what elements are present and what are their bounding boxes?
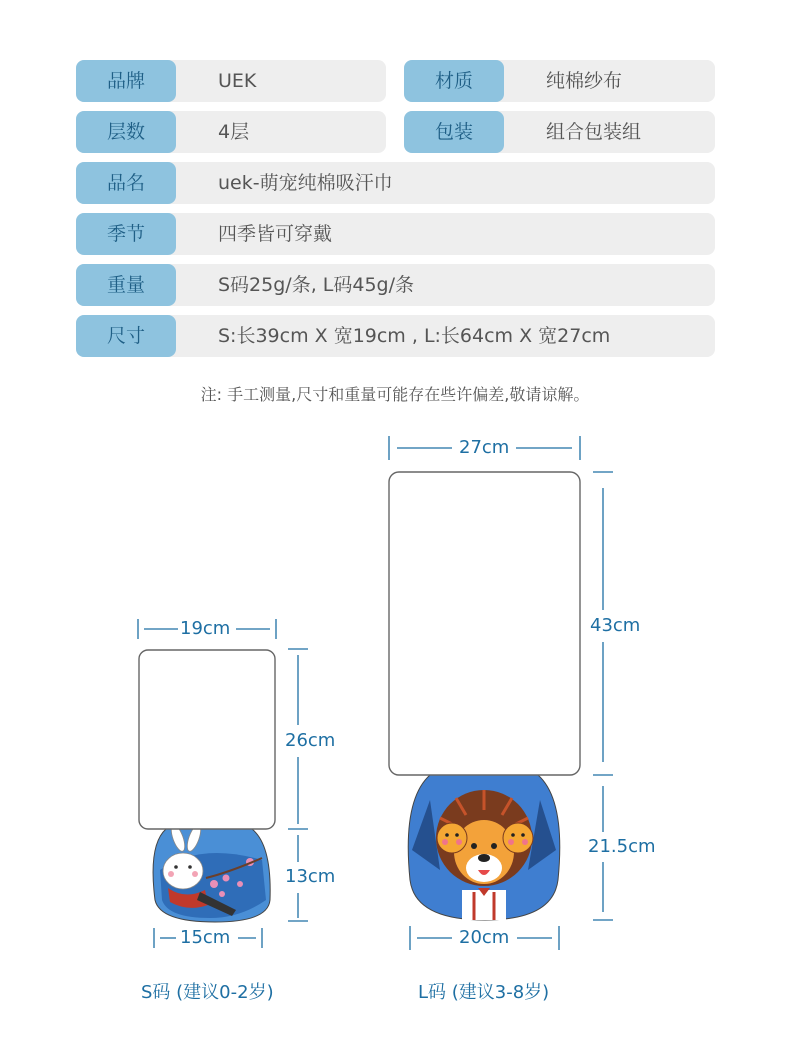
season-value: 四季皆可穿戴 [218,223,333,245]
layers-value: 4层 [218,121,250,143]
small-caption: S码 (建议0-2岁) [141,982,274,1003]
package-value: 组合包装组 [546,121,642,143]
small-top-width: 19cm [180,618,231,639]
weight-value: S码25g/条, L码45g/条 [218,274,415,296]
measurement-note: 注: 手工测量,尺寸和重量可能存在些许偏差,敬请谅解。 [200,385,590,404]
large-towel [389,472,580,920]
package-label: 包装 [404,111,504,153]
name-value: uek-萌宠纯棉吸汗巾 [218,172,393,194]
brand-value: UEK [218,70,257,92]
small-towel [139,650,275,922]
name-label: 品名 [76,162,176,204]
large-upper-height: 43cm [590,615,641,636]
material-value: 纯棉纱布 [546,70,623,92]
cub-left-icon [437,823,467,853]
season-label: 季节 [76,213,176,255]
size-label: 尺寸 [76,315,176,357]
large-lower-height: 21.5cm [588,836,656,857]
large-caption: L码 (建议3-8岁) [418,982,550,1003]
large-top-width: 27cm [459,437,510,458]
small-lower-height: 13cm [285,866,336,887]
small-upper-height: 26cm [285,730,336,751]
size-value: S:长39cm X 宽19cm , L:长64cm X 宽27cm [218,325,611,347]
weight-label: 重量 [76,264,176,306]
material-label: 材质 [404,60,504,102]
cub-right-icon [503,823,533,853]
brand-label: 品牌 [76,60,176,102]
large-bottom-width: 20cm [459,927,510,948]
layers-label: 层数 [76,111,176,153]
small-bottom-width: 15cm [180,927,231,948]
